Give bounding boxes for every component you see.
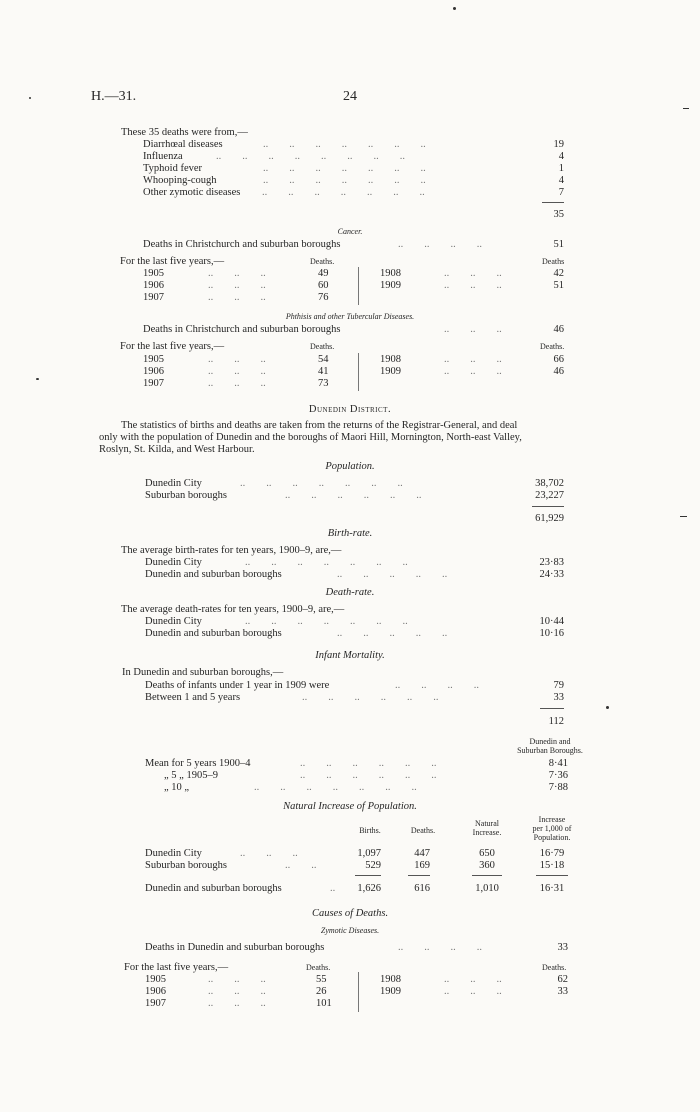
leader-dots: .. .. ..: [208, 354, 266, 365]
year-value: 66: [553, 354, 564, 365]
year: 1908: [380, 268, 401, 279]
mean-label: „ 5 „ 1905–9: [164, 770, 218, 781]
leader-dots: ..: [330, 883, 336, 894]
year-value: 41: [318, 366, 329, 377]
five-years-label: For the last five years,—: [120, 256, 225, 267]
scan-speck: [29, 97, 31, 99]
paragraph-line: The statistics of births and deaths are taken from the returns of the Registrar-General, and deal: [121, 420, 518, 431]
column-heading-increase: Population.: [533, 833, 571, 842]
column-heading-deaths: Deaths: [542, 257, 565, 266]
cause-label: Typhoid fever: [143, 163, 203, 174]
leader-dots: .. .. ..: [444, 268, 502, 279]
leader-dots: .. .. ..: [208, 986, 266, 997]
five-years-label: For the last five years,—: [120, 341, 225, 352]
sum-rule: [540, 708, 564, 709]
mean-value: 8·41: [548, 758, 568, 769]
infant-label: Between 1 and 5 years: [145, 692, 241, 703]
table-cell-increase: 15·18: [539, 860, 565, 871]
column-heading-natural: Natural: [475, 819, 499, 828]
leader-dots: .. .. .. .. ..: [337, 628, 448, 639]
sum-rule: [542, 202, 564, 203]
column-heading-deaths: Deaths.: [310, 342, 335, 351]
column-heading-deaths: Deaths.: [540, 342, 565, 351]
column-heading-deaths: Deaths.: [310, 257, 335, 266]
cause-label: Diarrhœal diseases: [143, 139, 223, 150]
rate-label: Dunedin and suburban boroughs: [145, 628, 282, 639]
year-value: 51: [553, 280, 564, 291]
leader-dots: .. .. ..: [208, 998, 266, 1009]
leader-dots: .. .. ..: [444, 974, 502, 985]
leader-dots: .. .. ..: [208, 974, 266, 985]
leader-dots: .. .. ..: [208, 366, 266, 377]
leader-dots: .. .. .. .. .. ..: [300, 770, 437, 781]
zymotic-heading: Zymotic Diseases.: [320, 926, 380, 935]
table-cell-natural: 360: [479, 860, 495, 871]
paragraph-line: only with the population of Dunedin and the boroughs of Maori Hill, Mornington, North-east Valley,: [99, 432, 522, 443]
table-total-deaths: 616: [414, 883, 430, 894]
leader-dots: .. .. .. ..: [395, 680, 479, 691]
leader-dots: .. ..: [285, 860, 317, 871]
year-value: 26: [316, 986, 327, 997]
year: 1907: [143, 292, 164, 303]
sum-rule: [355, 875, 381, 876]
phthisis-deaths-label: Deaths in Christchurch and suburban boroughs: [143, 324, 341, 335]
column-heading-increase: per 1,000 of: [532, 824, 572, 833]
population-label: Dunedin City: [145, 478, 202, 489]
leader-dots: .. .. ..: [444, 986, 502, 997]
leader-dots: .. .. ..: [444, 324, 502, 335]
leader-dots: .. .. .. .. .. ..: [285, 490, 422, 501]
death-rate-heading: Death-rate.: [325, 587, 375, 598]
population-label: Suburban boroughs: [145, 490, 227, 501]
cause-value: 19: [553, 139, 564, 150]
leader-dots: .. .. ..: [240, 848, 298, 859]
year: 1907: [143, 378, 164, 389]
population-value: 23,227: [535, 490, 564, 501]
leader-dots: .. .. ..: [444, 354, 502, 365]
column-divider: [358, 353, 359, 391]
cancer-deaths-label: Deaths in Christchurch and suburban boroughs: [143, 239, 341, 250]
year-value: 55: [316, 974, 327, 985]
year: 1906: [145, 986, 166, 997]
mean-label: Mean for 5 years 1900–4: [145, 758, 251, 769]
leader-dots: .. .. .. .. .. .. ..: [262, 187, 425, 198]
year-value: 49: [318, 268, 329, 279]
leader-dots: .. .. .. .. .. .. .. ..: [216, 151, 405, 162]
year-value: 62: [557, 974, 568, 985]
column-heading-deaths: Deaths.: [542, 963, 567, 972]
column-heading-deaths: Deaths.: [410, 826, 436, 835]
leader-dots: .. .. ..: [208, 292, 266, 303]
mean-label: „ 10 „: [164, 782, 190, 793]
year-value: 33: [557, 986, 568, 997]
page-number: 24: [343, 89, 357, 104]
deaths-intro: These 35 deaths were from,—: [121, 127, 248, 138]
leader-dots: .. .. .. .. .. .. ..: [263, 139, 426, 150]
scan-speck: [606, 706, 609, 709]
year: 1906: [143, 280, 164, 291]
cancer-heading: Cancer.: [337, 227, 363, 236]
table-cell-natural: 650: [479, 848, 495, 859]
phthisis-heading: Phthisis and other Tubercular Diseases.: [285, 312, 415, 321]
table-total-increase: 16·31: [539, 883, 565, 894]
table-cell-increase: 16·79: [539, 848, 565, 859]
year-value: 73: [318, 378, 329, 389]
table-row-label: Dunedin City: [145, 848, 202, 859]
rate-label: Dunedin and suburban boroughs: [145, 569, 282, 580]
natural-increase-heading: Natural Increase of Population.: [283, 801, 417, 812]
column-heading-increase: Increase: [538, 815, 566, 824]
sum-rule: [532, 506, 564, 507]
column-heading-deaths: Deaths.: [306, 963, 331, 972]
leader-dots: .. .. .. .. .. ..: [302, 692, 439, 703]
leader-dots: .. .. .. ..: [398, 239, 482, 250]
leader-dots: .. .. ..: [208, 280, 266, 291]
cause-value: 1: [558, 163, 564, 174]
sum-rule: [408, 875, 430, 876]
cause-value: 4: [558, 151, 564, 162]
birth-rate-intro: The average birth-rates for ten years, 1900–9, are,—: [121, 545, 342, 556]
population-total: 61,929: [535, 513, 564, 524]
leader-dots: .. .. .. .. .. .. ..: [254, 782, 417, 793]
scan-speck: [36, 378, 39, 380]
death-rate-intro: The average death-rates for ten years, 1900–9, are,—: [121, 604, 345, 615]
year: 1909: [380, 986, 401, 997]
year: 1907: [145, 998, 166, 1009]
year: 1908: [380, 974, 401, 985]
page-reference: H.—31.: [91, 89, 137, 104]
leader-dots: .. .. .. .. .. ..: [300, 758, 437, 769]
rate-label: Dunedin City: [145, 616, 202, 627]
leader-dots: .. .. .. .. .. .. ..: [263, 163, 426, 174]
mean-value: 7·88: [548, 782, 568, 793]
rate-value: 10·16: [539, 628, 564, 639]
leader-dots: .. .. .. ..: [398, 942, 482, 953]
scan-speck: [683, 108, 689, 109]
column-divider: [358, 972, 359, 1012]
cause-value: 4: [558, 175, 564, 186]
leader-dots: .. .. .. .. .. .. ..: [245, 616, 408, 627]
year: 1905: [145, 974, 166, 985]
scan-speck: [453, 7, 456, 10]
leader-dots: .. .. ..: [444, 280, 502, 291]
phthisis-deaths-value: 46: [553, 324, 564, 335]
leader-dots: .. .. ..: [444, 366, 502, 377]
paragraph-line: Roslyn, St. Kilda, and West Harbour.: [99, 444, 255, 455]
causes-total: 35: [553, 209, 564, 220]
causes-deaths-label: Deaths in Dunedin and suburban boroughs: [145, 942, 325, 953]
population-heading: Population.: [325, 461, 375, 472]
year: 1905: [143, 354, 164, 365]
column-heading-natural: Increase.: [472, 828, 502, 837]
table-cell-deaths: 447: [414, 848, 430, 859]
year-value: 60: [318, 280, 329, 291]
infant-total: 112: [548, 716, 564, 727]
five-years-label: For the last five years,—: [124, 962, 229, 973]
infant-value: 79: [553, 680, 564, 691]
leader-dots: .. .. ..: [208, 378, 266, 389]
district-heading: Dunedin District.: [308, 404, 392, 415]
leader-dots: .. .. ..: [208, 268, 266, 279]
leader-dots: .. .. .. .. .. .. ..: [245, 557, 408, 568]
year-value: 46: [553, 366, 564, 377]
causes-heading: Causes of Deaths.: [311, 908, 389, 919]
column-heading: Suburban Boroughs.: [517, 746, 583, 755]
table-total-label: Dunedin and suburban boroughs: [145, 883, 282, 894]
infant-label: Deaths of infants under 1 year in 1909 were: [145, 680, 330, 691]
rate-value: 24·33: [539, 569, 564, 580]
column-heading: Dunedin and: [529, 737, 571, 746]
rate-value: 10·44: [539, 616, 564, 627]
sum-rule: [472, 875, 502, 876]
year: 1909: [380, 280, 401, 291]
table-row-label: Suburban boroughs: [145, 860, 227, 871]
table-cell-deaths: 169: [414, 860, 430, 871]
population-value: 38,702: [535, 478, 564, 489]
year: 1905: [143, 268, 164, 279]
leader-dots: .. .. .. .. .. .. ..: [263, 175, 426, 186]
causes-deaths-value: 33: [557, 942, 568, 953]
table-cell-births: 529: [365, 860, 381, 871]
year-value: 54: [318, 354, 329, 365]
rate-value: 23·83: [539, 557, 564, 568]
year-value: 42: [553, 268, 564, 279]
year: 1906: [143, 366, 164, 377]
birth-rate-heading: Birth-rate.: [327, 528, 373, 539]
cause-label: Other zymotic diseases: [143, 187, 241, 198]
table-cell-births: 1,097: [357, 848, 381, 859]
cancer-deaths-value: 51: [553, 239, 564, 250]
table-total-natural: 1,010: [475, 883, 499, 894]
leader-dots: .. .. .. .. .. .. ..: [240, 478, 403, 489]
cause-label: Whooping-cough: [143, 175, 217, 186]
infant-mortality-heading: Infant Mortality.: [315, 650, 385, 661]
infant-value: 33: [553, 692, 564, 703]
year-value: 101: [316, 998, 332, 1009]
year: 1909: [380, 366, 401, 377]
cause-value: 7: [558, 187, 564, 198]
table-total-births: 1,626: [357, 883, 381, 894]
column-heading-births: Births.: [359, 826, 381, 835]
scan-speck: [680, 516, 687, 517]
rate-label: Dunedin City: [145, 557, 202, 568]
cause-label: Influenza: [143, 151, 183, 162]
year-value: 76: [318, 292, 329, 303]
mean-value: 7·36: [548, 770, 568, 781]
sum-rule: [536, 875, 568, 876]
year: 1908: [380, 354, 401, 365]
column-divider: [358, 267, 359, 305]
infant-intro: In Dunedin and suburban boroughs,—: [122, 667, 284, 678]
leader-dots: .. .. .. .. ..: [337, 569, 448, 580]
